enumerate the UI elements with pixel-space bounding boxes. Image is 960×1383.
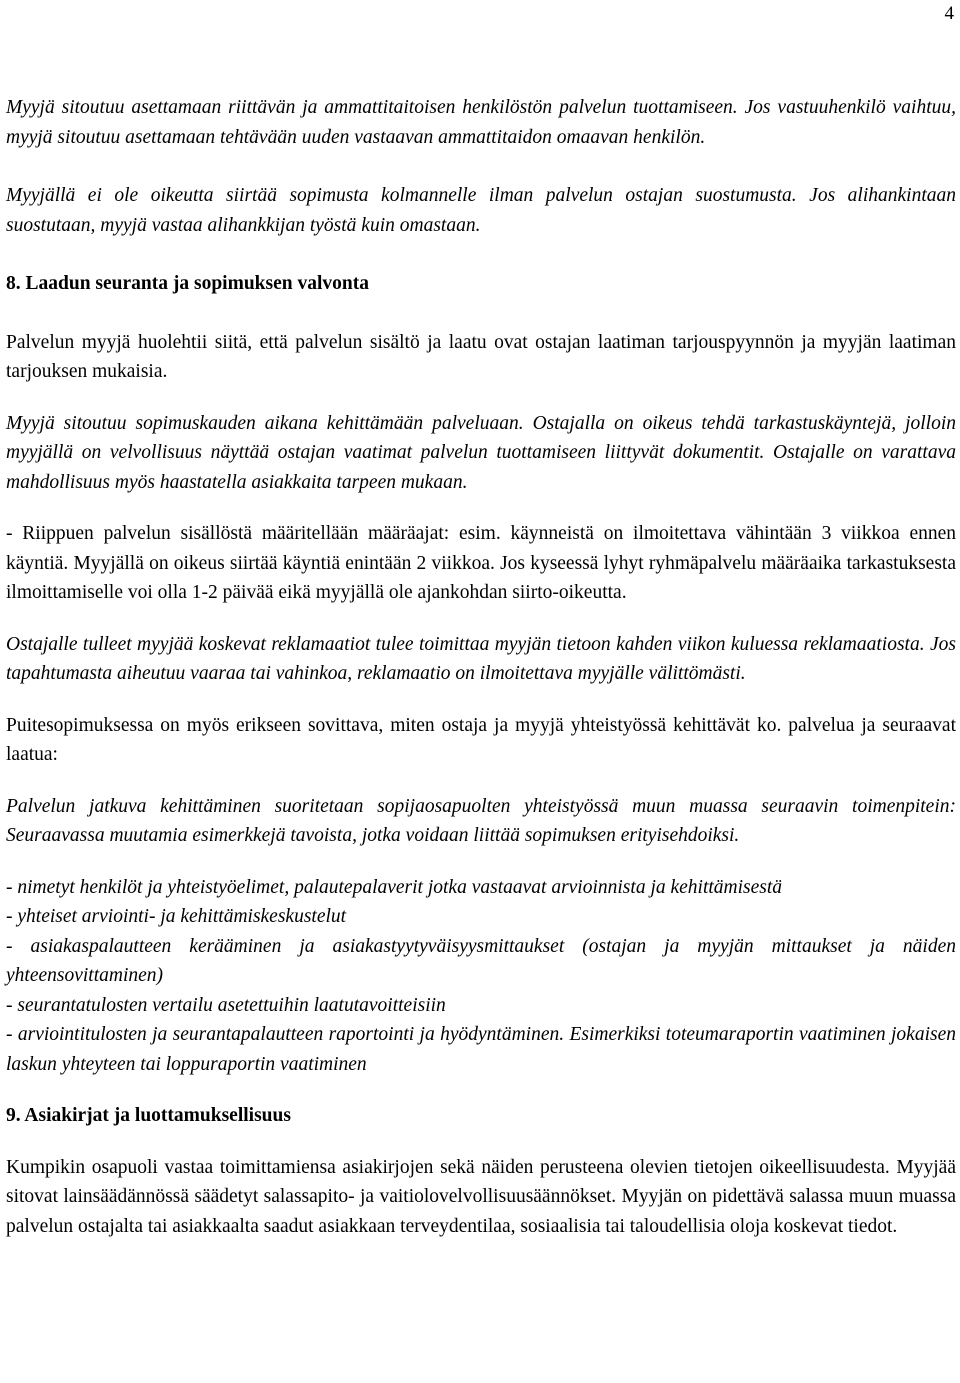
paragraph-continuous-development: Palvelun jatkuva kehittäminen suoritetaan sopijaosapuolten yhteistyössä muun muassa seuraavin toimenpitein: Seuraavassa muutamia esimerkkejä tavoista, jotka voidaan liittää sopimuksen erityisehdoiksi. <box>6 795 956 846</box>
paragraph-development-inspections: Myyjä sitoutuu sopimuskauden aikana kehittämään palveluaan. Ostajalla on oikeus tehdä tarkastuskäyntejä, jolloin myyjällä on velvollisuus näyttää ostajan vaatimat palvelun tuottamiseen liittyvät dokumentit. Ostajalle on varattava mahdollisuus myös haastatella asiakkaita tarpeen mukaan. <box>6 412 956 493</box>
paragraph-quality-compliance: Palvelun myyjä huolehtii siitä, että palvelun sisältö ja laatu ovat ostajan laatiman tarjouspyynnön ja myyjän laatiman tarjouksen mukaisia. <box>6 331 956 382</box>
list-item: - arviointitulosten ja seurantapalautteen raportointi ja hyödyntäminen. Esimerkiksi toteumaraportin vaatiminen jokaisen laskun yhteyteen tai loppuraportin vaatiminen <box>6 1024 956 1075</box>
list-item: - seurantatulosten vertailu asetettuihin laatutavoitteisiin <box>6 994 446 1016</box>
paragraph-confidentiality: Kumpikin osapuoli vastaa toimittamiensa asiakirjojen sekä näiden perusteena olevien tietojen oikeellisuudesta. Myyjää sitovat lainsäädännössä säädetyt salassapito- ja vaitiolovelvollisuusäännökset. Myyjän on pidettävä salassa muun muassa palvelun ostajalta tai asiakkaalta saadut asiakkaan terveydentilaa, sosiaalisia tai taloudellisia oloja koskevat tiedot. <box>6 1156 956 1237</box>
paragraph-complaints: Ostajalle tulleet myyjää koskevat reklamaatiot tulee toimittaa myyjän tietoon kahden viikon kuluessa reklamaatiosta. Jos tapahtumasta aiheutuu vaaraa tai vahinkoa, reklamaatio on ilmoitettava myyjälle välittömästi. <box>6 633 956 684</box>
paragraph-subcontracting: Myyjällä ei ole oikeutta siirtää sopimusta kolmannelle ilman palvelun ostajan suostumusta. Jos alihankintaan suostutaan, myyjä vastaa alihankkijan työstä kuin omastaan. <box>6 185 956 236</box>
section-9-heading: 9. Asiakirjat ja luottamuksellisuus <box>6 1105 291 1126</box>
list-item: - asiakaspalautteen kerääminen ja asiakastyytyväisyysmittaukset (ostajan ja myyjän mittaukset ja näiden yhteensovittaminen) <box>6 935 956 986</box>
list-item: - nimetyt henkilöt ja yhteistyöelimet, palautepalaverit jotka vastaavat arvioinnista ja kehittämisestä <box>6 876 783 898</box>
document-body <box>6 93 956 1241</box>
measures-list <box>6 873 956 1080</box>
paragraph-staffing: Myyjä sitoutuu asettamaan riittävän ja ammattitaitoisen henkilöstön palvelun tuottamiseen. Jos vastuuhenkilö vaihtuu, myyjä sitoutuu asettamaan tehtävään uuden vastaavan ammattitaidon omaavan henkilön. <box>6 97 956 148</box>
page-number: 4 <box>944 3 954 24</box>
paragraph-framework-agreement: Puitesopimuksessa on myös erikseen sovittava, miten ostaja ja myyjä yhteistyössä kehittävät ko. palvelua ja seuraavat laatua: <box>6 714 956 765</box>
section-8-heading: 8. Laadun seuranta ja sopimuksen valvonta <box>6 273 369 294</box>
list-item: - yhteiset arviointi- ja kehittämiskeskustelut <box>6 906 347 927</box>
paragraph-deadlines: - Riippuen palvelun sisällöstä määritellään määräajat: esim. käynneistä on ilmoitettava vähintään 3 viikkoa ennen käyntiä. Myyjällä on oikeus siirtää käyntiä enintään 2 viikkoa. Jos kyseessä lyhyt ryhmäpalvelu määräaika tarkastuksesta ilmoittamiselle voi olla 1-2 päivää eikä myyjällä ole ajankohdan siirto-oikeutta. <box>6 523 956 603</box>
